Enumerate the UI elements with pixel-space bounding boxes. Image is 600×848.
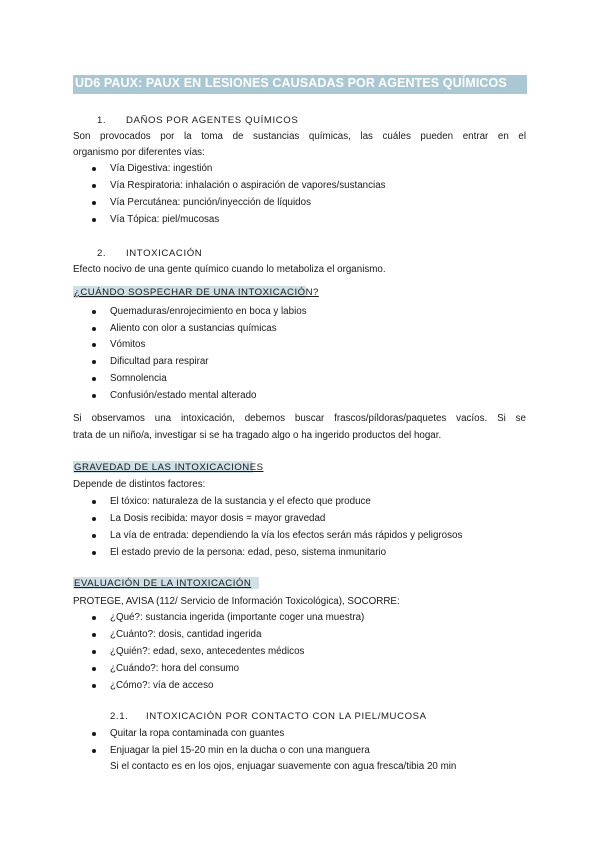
section1-item: Vía Digestiva: ingestión xyxy=(110,163,213,174)
contacto-extra: Si el contacto es en los ojos, enjuagar suavemente con agua fresca/tibia 20 min xyxy=(110,761,457,772)
sospechar-note-line2: trata de un niño/a, investigar si se ha tragado algo o ha ingerido productos del hogar. xyxy=(73,430,442,441)
bullet xyxy=(92,749,96,753)
section1-number: 1. xyxy=(97,115,107,126)
gravedad-item: El estado previo de la persona: edad, peso, sistema inmunitario xyxy=(110,547,387,558)
evaluacion-item: ¿Cómo?: vía de acceso xyxy=(110,680,214,691)
bullet xyxy=(92,633,96,637)
bullet xyxy=(92,394,96,398)
bullet xyxy=(92,732,96,736)
gravedad-item: La Dosis recibida: mayor dosis = mayor gravedad xyxy=(110,513,326,524)
section1-heading: DAÑOS POR AGENTES QUÍMICOS xyxy=(126,115,299,126)
bullet xyxy=(92,500,96,504)
sospechar-item: Vómitos xyxy=(110,339,146,350)
bullet xyxy=(92,684,96,688)
gravedad-item: La vía de entrada: dependiendo la vía los efectos serán más rápidos y peligrosos xyxy=(110,530,463,541)
sospechar-heading: ¿CUÁNDO SOSPECHAR DE UNA INTOXICACIÓN? xyxy=(74,287,319,298)
evaluacion-item: ¿Quién?: edad, sexo, antecedentes médicos xyxy=(110,646,305,657)
evaluacion-item: ¿Cuándo?: hora del consumo xyxy=(110,663,240,674)
bullet xyxy=(92,667,96,671)
evaluacion-heading: EVALUACIÓN DE LA INTOXICACIÓN xyxy=(74,578,252,589)
contacto-item: Quitar la ropa contaminada con guantes xyxy=(110,728,285,739)
bullet xyxy=(92,360,96,364)
section1-intro-line2: organismo por diferentes vías: xyxy=(73,147,205,158)
contacto-heading: INTOXICACIÓN POR CONTACTO CON LA PIEL/MUCOSA xyxy=(146,711,427,722)
bullet xyxy=(92,184,96,188)
evaluacion-intro: PROTEGE, AVISA (112/ Servicio de Información Toxicológica), SOCORRE: xyxy=(73,596,400,607)
bullet xyxy=(92,377,96,381)
bullet xyxy=(92,551,96,555)
gravedad-item: El tóxico: naturaleza de la sustancia y el efecto que produce xyxy=(110,496,371,507)
bullet xyxy=(92,343,96,347)
gravedad-intro: Depende de distintos factores: xyxy=(73,479,206,490)
section2-number: 2. xyxy=(97,248,107,259)
bullet xyxy=(92,327,96,331)
section1-intro-line1: Son provocados por la toma de sustancias químicas, las cuáles pueden entrar en el xyxy=(73,131,526,142)
section2-definition: Efecto nocivo de una gente químico cuando lo metaboliza el organismo. xyxy=(73,264,386,275)
bullet xyxy=(92,201,96,205)
sospechar-item: Dificultad para respirar xyxy=(110,356,209,367)
sospechar-note-line1: Si observamos una intoxicación, debemos buscar frascos/píldoras/paquetes vacíos. Si se xyxy=(73,413,526,424)
section2-heading: INTOXICACIÓN xyxy=(126,248,203,259)
bullet xyxy=(92,517,96,521)
bullet xyxy=(92,218,96,222)
gravedad-heading: GRAVEDAD DE LAS INTOXICACIONES xyxy=(74,462,264,473)
section1-item: Vía Percutánea: punción/inyección de líquidos xyxy=(110,197,311,208)
contacto-item: Enjuagar la piel 15-20 min en la ducha o con una manguera xyxy=(110,745,370,756)
bullet xyxy=(92,616,96,620)
document-title: UD6 PAUX: PAUX EN LESIONES CAUSADAS POR AGENTES QUÍMICOS xyxy=(75,76,507,90)
bullet xyxy=(92,310,96,314)
section1-item: Vía Tópica: piel/mucosas xyxy=(110,214,220,225)
sospechar-item: Quemaduras/enrojecimiento en boca y labios xyxy=(110,306,307,317)
bullet xyxy=(92,534,96,538)
bullet xyxy=(92,167,96,171)
sospechar-item: Somnolencia xyxy=(110,373,167,384)
section1-item: Vía Respiratoria: inhalación o aspiración de vapores/sustancias xyxy=(110,180,386,191)
evaluacion-item: ¿Cuánto?: dosis, cantidad ingerida xyxy=(110,629,262,640)
sospechar-item: Aliento con olor a sustancias químicas xyxy=(110,323,277,334)
contacto-number: 2.1. xyxy=(110,711,129,722)
bullet xyxy=(92,650,96,654)
evaluacion-item: ¿Qué?: sustancia ingerida (importante coger una muestra) xyxy=(110,612,365,623)
sospechar-item: Confusión/estado mental alterado xyxy=(110,390,257,401)
